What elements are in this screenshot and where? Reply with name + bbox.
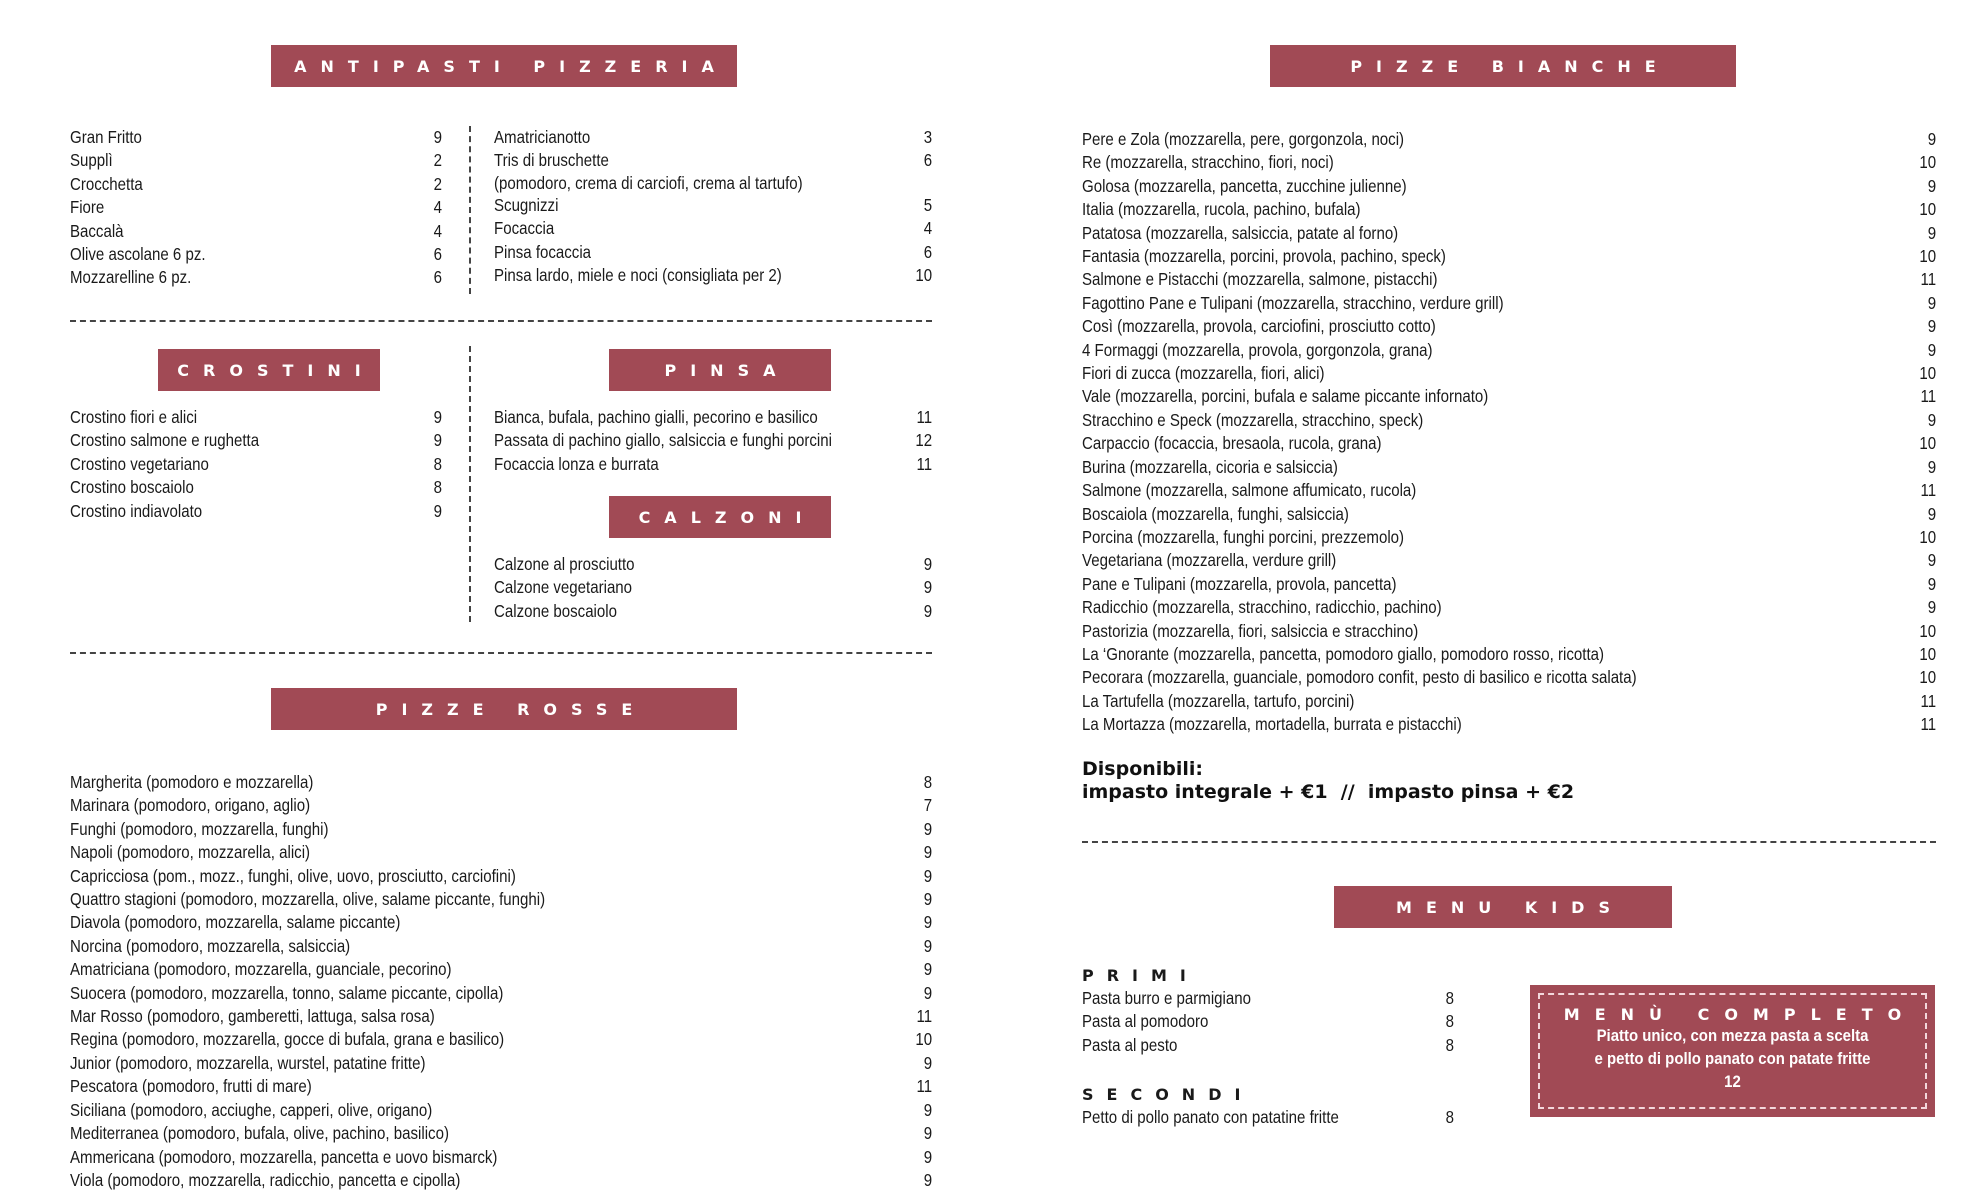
menu-item-price: 2 (433, 150, 443, 171)
menu-item (494, 149, 932, 193)
menu-item-price: 10 (1919, 363, 1937, 384)
secondi-list (1082, 1106, 1454, 1129)
menu-item (70, 173, 442, 196)
menu-item-price: 9 (923, 982, 933, 1003)
menu-item (1082, 526, 1936, 549)
menu-item (1082, 666, 1936, 689)
menu-item-price: 10 (1919, 620, 1937, 641)
menu-completo-title: MENÙ COMPLETO (1563, 1005, 1917, 1024)
calzoni-list (494, 553, 932, 623)
antipasti-divider (469, 126, 471, 294)
menu-item-price: 9 (1927, 339, 1937, 360)
menu-item (494, 126, 932, 149)
pinsa-banner: PINSA (609, 349, 831, 391)
menu-item-name: Focaccia (494, 218, 555, 239)
menu-item (1082, 315, 1936, 338)
menu-item-name: 4 Formaggi (mozzarella, provola, gorgonzola, grana) (1082, 339, 1433, 360)
menu-item (1082, 456, 1936, 479)
menu-item (70, 1005, 932, 1028)
crostini-banner: CROSTINI (158, 349, 380, 391)
menu-item-name: Carpaccio (focaccia, bresaola, rucola, grana) (1082, 433, 1382, 454)
menu-item-price: 11 (1920, 714, 1937, 735)
menu-item (70, 500, 442, 523)
menu-item (494, 553, 932, 576)
antipasti-banner: ANTIPASTI PIZZERIA (271, 45, 737, 87)
menu-item-price: 8 (1445, 1011, 1455, 1032)
menu-item-name: Crostino fiori e alici (70, 407, 198, 427)
menu-item-price: 9 (1927, 503, 1937, 524)
menu-item-price: 9 (923, 554, 933, 574)
menu-item (1082, 690, 1936, 713)
menu-item-price: 9 (923, 889, 933, 910)
menu-item-price: 9 (923, 1169, 933, 1190)
menu-completo-box (1530, 985, 1935, 1117)
menu-item-price: 9 (923, 1099, 933, 1120)
menu-item (1082, 409, 1936, 432)
menu-item-name: Fiore (70, 197, 105, 218)
menu-item-name: Pasta burro e parmigiano (1082, 988, 1251, 1008)
menu-item-price: 10 (1919, 433, 1937, 454)
menu-item (70, 196, 442, 219)
menu-item-price: 11 (916, 453, 933, 474)
menu-item-name: Crostino salmone e rughetta (70, 430, 260, 451)
menu-item-name: Così (mozzarella, provola, carciofini, prosciutto cotto) (1082, 316, 1436, 337)
menu-item-name: Tris di bruschette (pomodoro, crema di carciofi, crema al tartufo) (494, 150, 803, 193)
menu-item-price: 9 (923, 600, 933, 621)
menu-item-price: 2 (433, 173, 443, 194)
menu-item-name: Norcina (pomodoro, mozzarella, salsiccia) (70, 935, 351, 956)
menu-item-name: Calzone boscaiolo (494, 600, 617, 621)
menu-item-name: Pecorara (mozzarella, guanciale, pomodoro confit, pesto di basilico e ricotta salata) (1082, 667, 1637, 688)
menu-item-name: Vale (mozzarella, porcini, bufala e salame piccante infornato) (1082, 386, 1489, 407)
menu-item (70, 243, 442, 266)
menu-item-price: 9 (433, 500, 443, 521)
menu-item-price: 8 (1445, 988, 1455, 1008)
menu-item-name: Capricciosa (pom., mozz., funghi, olive, uovo, prosciutto, carciofini) (70, 865, 516, 886)
menu-item-name: Amatriciana (pomodoro, mozzarella, guanciale, pecorino) (70, 959, 452, 980)
menu-item-price: 6 (433, 267, 443, 288)
menu-item (494, 453, 932, 476)
menu-item (494, 576, 932, 599)
menu-item-name: La Tartufella (mozzarella, tartufo, porcini) (1082, 690, 1355, 711)
menu-item-price: 10 (1919, 152, 1937, 173)
menu-item-price: 9 (923, 1146, 933, 1167)
menu-item-price: 8 (433, 453, 443, 474)
menu-item-name: Ammericana (pomodoro, mozzarella, pancetta e uovo bismarck) (70, 1146, 498, 1167)
menu-item-name: Junior (pomodoro, mozzarella, wurstel, patatine fritte) (70, 1052, 426, 1073)
menu-item-name: Napoli (pomodoro, mozzarella, alici) (70, 842, 311, 863)
menu-item-price: 8 (1445, 1034, 1455, 1055)
menu-item-name: Fiori di zucca (mozzarella, fiori, alici) (1082, 363, 1325, 384)
menu-item-name: Italia (mozzarella, rucola, pachino, bufala) (1082, 199, 1361, 220)
menu-item-price: 9 (433, 127, 443, 147)
availability-options: impasto integrale + €1 // impasto pinsa + €2 (1082, 781, 1575, 803)
menu-item-name: Olive ascolane 6 pz. (70, 244, 206, 265)
menu-item-name: Pasta al pomodoro (1082, 1011, 1209, 1032)
menu-item-name: Mediterranea (pomodoro, bufala, olive, pachino, basilico) (70, 1123, 449, 1144)
menu-item-price: 10 (1919, 246, 1937, 267)
section-divider-2 (70, 652, 932, 654)
menu-item-price: 11 (1920, 386, 1937, 407)
menu-item-price: 11 (916, 407, 933, 427)
menu-item-name: Pinsa focaccia (494, 241, 592, 262)
availability-label: Disponibili: (1082, 758, 1204, 780)
menu-item (1082, 1034, 1454, 1057)
menu-item (1082, 713, 1936, 736)
menu-item-price: 8 (433, 477, 443, 498)
menu-item-price: 9 (433, 430, 443, 451)
menu-item-name: Mar Rosso (pomodoro, gamberetti, lattuga, salsa rosa) (70, 1006, 435, 1027)
menu-item-name: Diavola (pomodoro, mozzarella, salame piccante) (70, 912, 401, 933)
menu-completo-price: 12 (1724, 1072, 1741, 1091)
menu-item-name: Amatricianotto (494, 127, 591, 147)
menu-item-price: 9 (1927, 409, 1937, 430)
menu-item-name: Burina (mozzarella, cicoria e salsiccia) (1082, 456, 1338, 477)
menu-item (1082, 362, 1936, 385)
menu-item (1082, 245, 1936, 268)
menu-item-name: Petto di pollo panato con patatine fritte (1082, 1107, 1339, 1127)
menu-item-price: 9 (1927, 292, 1937, 313)
menu-item-name: Calzone vegetariano (494, 577, 633, 598)
menu-item-price: 9 (1927, 456, 1937, 477)
section-divider-3 (1082, 841, 1936, 843)
menu-item (70, 771, 932, 794)
menu-item-price: 9 (923, 577, 933, 598)
menu-item-price: 8 (923, 772, 933, 792)
menu-item (70, 911, 932, 934)
menu-item-name: Fagottino Pane e Tulipani (mozzarella, stracchino, verdure grill) (1082, 292, 1504, 313)
menu-item-price: 11 (916, 1076, 933, 1097)
menu-item-name: Radicchio (mozzarella, stracchino, radicchio, pachino) (1082, 597, 1442, 618)
menu-item (70, 126, 442, 149)
primi-heading: PRIMI (1082, 966, 1199, 985)
menu-item-price: 9 (1927, 222, 1937, 243)
menu-item-name: Funghi (pomodoro, mozzarella, funghi) (70, 818, 329, 839)
menu-item (1082, 503, 1936, 526)
menu-item-name: Viola (pomodoro, mozzarella, radicchio, pancetta e cipolla) (70, 1169, 461, 1190)
menu-item-name: Regina (pomodoro, mozzarella, gocce di bufala, grana e basilico) (70, 1029, 505, 1050)
menu-item-name: Margherita (pomodoro e mozzarella) (70, 772, 314, 792)
menu-item-price: 3 (923, 127, 933, 147)
menu-item-name: Siciliana (pomodoro, acciughe, capperi, olive, origano) (70, 1099, 433, 1120)
menu-item-price: 11 (916, 1006, 933, 1027)
menu-item (70, 982, 932, 1005)
menu-item-price: 6 (923, 150, 933, 171)
menu-item (70, 149, 442, 172)
menu-item (1082, 596, 1936, 619)
menu-completo-line2: e petto di pollo panato con patate fritte (1594, 1049, 1871, 1068)
menu-item (1082, 151, 1936, 174)
crostini-divider (469, 346, 471, 622)
menu-item-name: La ‘Gnorante (mozzarella, pancetta, pomodoro giallo, pomodoro rosso, ricotta) (1082, 643, 1605, 664)
menu-item-name: Calzone al prosciutto (494, 554, 635, 574)
menu-item-price: 9 (923, 818, 933, 839)
menu-item-price: 8 (1445, 1107, 1455, 1127)
menu-item-price: 9 (1927, 573, 1937, 594)
availability-note (1082, 758, 1782, 804)
kids-banner: MENU KIDS (1334, 886, 1672, 928)
menu-item (70, 818, 932, 841)
menu-item-price: 7 (923, 795, 933, 816)
menu-item-name: Re (mozzarella, stracchino, fiori, noci) (1082, 152, 1334, 173)
crostini-list (70, 406, 442, 523)
menu-item (1082, 268, 1936, 291)
menu-item-name: Focaccia lonza e burrata (494, 453, 659, 474)
menu-completo-inner (1538, 993, 1927, 1109)
menu-item-name: Passata di pachino giallo, salsiccia e funghi porcini (494, 430, 832, 451)
pinsa-list (494, 406, 932, 476)
menu-item-price: 6 (923, 241, 933, 262)
menu-item-name: Pastorizia (mozzarella, fiori, salsiccia e stracchino) (1082, 620, 1419, 641)
menu-item-name: Quattro stagioni (pomodoro, mozzarella, olive, salame piccante, funghi) (70, 889, 546, 910)
menu-item (494, 194, 932, 217)
menu-item-name: Salmone (mozzarella, salmone affumicato, rucola) (1082, 480, 1417, 501)
menu-item (1082, 549, 1936, 572)
menu-item-name: Patatosa (mozzarella, salsiccia, patate al forno) (1082, 222, 1399, 243)
menu-item-price: 9 (923, 912, 933, 933)
menu-item (70, 220, 442, 243)
menu-item-description: (pomodoro, crema di carciofi, crema al tartufo) (494, 172, 803, 193)
menu-item (70, 935, 932, 958)
menu-item-price: 9 (1927, 175, 1937, 196)
menu-item (70, 1099, 932, 1122)
menu-item-name: Gran Fritto (70, 127, 142, 147)
menu-item-name: Suocera (pomodoro, mozzarella, tonno, salame piccante, cipolla) (70, 982, 504, 1003)
menu-item-name: Pere e Zola (mozzarella, pere, gorgonzola, noci) (1082, 129, 1405, 149)
menu-item-name: Boscaiola (mozzarella, funghi, salsiccia) (1082, 503, 1349, 524)
menu-item-name: Golosa (mozzarella, pancetta, zucchine julienne) (1082, 175, 1407, 196)
menu-item-price: 9 (923, 959, 933, 980)
menu-item-price: 5 (923, 194, 933, 215)
menu-item-name: Porcina (mozzarella, funghi porcini, prezzemolo) (1082, 526, 1405, 547)
menu-item (1082, 175, 1936, 198)
menu-completo-line1: Piatto unico, con mezza pasta a scelta (1596, 1026, 1869, 1045)
menu-item-name: Crostino vegetariano (70, 453, 209, 474)
menu-item (70, 888, 932, 911)
menu-item-price: 4 (433, 220, 443, 241)
menu-item-price: 11 (1920, 690, 1937, 711)
menu-item-name: La Mortazza (mozzarella, mortadella, burrata e pistacchi) (1082, 714, 1462, 735)
menu-item (70, 1052, 932, 1075)
menu-item (1082, 1106, 1454, 1129)
menu-item (70, 406, 442, 429)
menu-item-name: Crostino boscaiolo (70, 477, 194, 498)
menu-item (1082, 128, 1936, 151)
menu-item (1082, 987, 1454, 1010)
menu-item (494, 600, 932, 623)
menu-item-price: 9 (923, 842, 933, 863)
menu-item (1082, 1010, 1454, 1033)
menu-item (70, 1122, 932, 1145)
menu-item-price: 4 (433, 197, 443, 218)
menu-item-price: 9 (923, 865, 933, 886)
menu-item-price: 9 (923, 935, 933, 956)
menu-item (70, 453, 442, 476)
menu-item-price: 9 (923, 1052, 933, 1073)
menu-item-name: Pane e Tulipani (mozzarella, provola, pancetta) (1082, 573, 1397, 594)
menu-item (494, 429, 932, 452)
calzoni-banner: CALZONI (609, 496, 831, 538)
menu-item (70, 1075, 932, 1098)
bianche-list (1082, 128, 1936, 737)
menu-item (70, 429, 442, 452)
menu-item-price: 9 (433, 407, 443, 427)
menu-item-name: Crostino indiavolato (70, 500, 203, 521)
menu-item (1082, 479, 1936, 502)
menu-item-price: 10 (1919, 199, 1937, 220)
menu-item-name: Vegetariana (mozzarella, verdure grill) (1082, 550, 1337, 571)
menu-item (494, 241, 932, 264)
rosse-banner: PIZZE ROSSE (271, 688, 737, 730)
menu-item-name: Stracchino e Speck (mozzarella, stracchino, speck) (1082, 409, 1424, 430)
menu-item-price: 11 (1920, 480, 1937, 501)
menu-item-name: Pasta al pesto (1082, 1034, 1178, 1055)
menu-item-name: Fantasia (mozzarella, porcini, provola, pachino, speck) (1082, 246, 1446, 267)
menu-item-name: Marinara (pomodoro, origano, aglio) (70, 795, 311, 816)
menu-item (1082, 222, 1936, 245)
menu-item (70, 266, 442, 289)
menu-item (70, 1028, 932, 1051)
menu-item-price: 9 (1927, 129, 1937, 149)
menu-item-name: Pescatora (pomodoro, frutti di mare) (70, 1076, 312, 1097)
menu-item-price: 11 (1920, 269, 1937, 290)
menu-item-name: Scugnizzi (494, 194, 559, 215)
menu-item (1082, 643, 1936, 666)
menu-item (1082, 432, 1936, 455)
primi-list (1082, 987, 1454, 1057)
menu-item (1082, 339, 1936, 362)
menu-item (70, 958, 932, 981)
menu-item-name: Crocchetta (70, 173, 143, 194)
menu-item-price: 6 (433, 244, 443, 265)
menu-item-price: 12 (915, 430, 933, 451)
antipasti-right-list (494, 126, 932, 287)
menu-item-name: Bianca, bufala, pachino gialli, pecorino e basilico (494, 407, 818, 427)
menu-item (494, 217, 932, 240)
menu-item (1082, 292, 1936, 315)
menu-item-name: Mozzarelline 6 pz. (70, 267, 192, 288)
menu-item-price: 10 (915, 1029, 933, 1050)
secondi-heading: SECONDI (1082, 1085, 1254, 1104)
menu-item-price: 9 (1927, 316, 1937, 337)
menu-item-price: 9 (923, 1123, 933, 1144)
menu-item (70, 1169, 932, 1192)
menu-item (70, 794, 932, 817)
menu-item-name: Pinsa lardo, miele e noci (consigliata per 2) (494, 265, 782, 286)
rosse-list (70, 771, 932, 1192)
menu-item (70, 1146, 932, 1169)
menu-item-price: 10 (1919, 643, 1937, 664)
menu-item (1082, 620, 1936, 643)
section-divider-1 (70, 320, 932, 322)
menu-item (494, 264, 932, 287)
menu-item-price: 4 (923, 218, 933, 239)
menu-item (70, 865, 932, 888)
menu-item (1082, 385, 1936, 408)
menu-item (1082, 573, 1936, 596)
menu-item-name: Baccalà (70, 220, 124, 241)
menu-item-name: Supplì (70, 150, 113, 171)
menu-item-price: 10 (1919, 667, 1937, 688)
menu-item (70, 841, 932, 864)
menu-item-price: 10 (1919, 526, 1937, 547)
menu-item-price: 10 (915, 265, 933, 286)
menu-item-price: 9 (1927, 597, 1937, 618)
menu-item (494, 406, 932, 429)
menu-item (1082, 198, 1936, 221)
menu-item (70, 476, 442, 499)
antipasti-left-list (70, 126, 442, 290)
bianche-banner: PIZZE BIANCHE (1270, 45, 1736, 87)
menu-item-price: 9 (1927, 550, 1937, 571)
menu-item-name: Salmone e Pistacchi (mozzarella, salmone, pistacchi) (1082, 269, 1438, 290)
